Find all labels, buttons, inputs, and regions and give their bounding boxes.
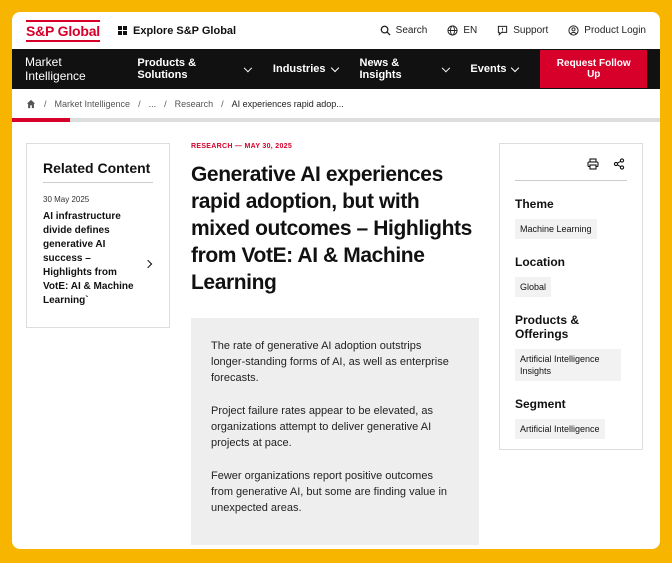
nav-industries[interactable] <box>273 63 338 75</box>
products-offerings-heading: Products & Offerings <box>515 313 580 341</box>
related-content-item[interactable] <box>43 195 153 308</box>
location-heading: Location <box>515 255 565 269</box>
breadcrumb-separator: / <box>138 98 141 109</box>
chevron-down-icon <box>244 63 252 71</box>
chevron-down-icon <box>442 63 450 71</box>
top-utility-bar <box>12 12 660 49</box>
breadcrumb-ellipsis[interactable]: ... <box>148 98 157 109</box>
browser-page <box>12 12 660 549</box>
product-login-link[interactable] <box>568 25 646 36</box>
page-content <box>12 122 660 545</box>
nav-item-label: Industries <box>272 63 326 75</box>
article-header <box>191 143 481 296</box>
theme-tag[interactable]: Machine Learning <box>515 219 597 239</box>
breadcrumb <box>12 89 660 118</box>
globe-icon <box>447 25 458 36</box>
nav-item-label: Events <box>470 63 507 75</box>
breadcrumb-research[interactable]: Research <box>174 98 214 109</box>
highlights-box <box>191 318 479 545</box>
article-actions <box>515 158 627 181</box>
support-label: Support <box>513 25 549 36</box>
request-follow-up-button[interactable]: Request Follow Up <box>540 50 647 88</box>
highlight-item: Project failure rates appear to be elevated, as organizations attempt to deliver generative AI projects at pace. <box>211 405 433 449</box>
highlight-item: The rate of generative AI adoption outstrips longer-standing forms of AI, as well as enterprise forecasts. <box>211 340 449 384</box>
article-metadata-panel <box>499 143 643 450</box>
utility-links <box>380 25 646 36</box>
main-navigation <box>12 49 660 89</box>
search-label: Search <box>395 25 428 36</box>
explore-menu-button[interactable] <box>118 25 236 37</box>
location-tag[interactable]: Global <box>515 277 551 297</box>
breadcrumb-current: AI experiences rapid adop... <box>231 98 344 109</box>
breadcrumb-separator: / <box>164 98 167 109</box>
search-icon <box>380 25 391 36</box>
home-icon[interactable] <box>26 99 36 109</box>
segment-tag[interactable]: Artificial Intelligence <box>515 419 605 439</box>
nav-item-label: News & Insights <box>359 57 402 81</box>
article-headline: Generative AI experiences rapid adoption, but with mixed outcomes – Highlights from VotE: AI & Machine Learning <box>191 163 472 294</box>
language-label: EN <box>463 25 478 36</box>
products-offerings-tag[interactable]: Artificial Intelligence Insights <box>515 349 621 381</box>
sp-global-logo[interactable]: S&P Global <box>26 20 100 42</box>
breadcrumb-market-intelligence[interactable]: Market Intelligence <box>54 98 131 109</box>
breadcrumb-separator: / <box>221 98 224 109</box>
chevron-down-icon <box>330 63 338 71</box>
support-link[interactable] <box>497 25 548 36</box>
nav-events[interactable] <box>470 63 518 75</box>
highlight-item: Fewer organizations report positive outcomes from generative AI, but some are finding value in unexpected areas. <box>211 470 448 514</box>
print-icon[interactable] <box>587 158 599 170</box>
grid-icon <box>118 26 127 35</box>
related-item-title: AI infrastructure divide defines generative AI success – Highlights from VotE: AI & Machine Learning` <box>43 211 134 306</box>
segment-heading: Segment <box>515 397 566 411</box>
related-item-date: 30 May 2025 <box>43 195 90 204</box>
share-icon[interactable] <box>613 158 625 170</box>
nav-item-label: Products & Solutions <box>137 57 197 81</box>
chat-icon <box>497 25 508 36</box>
chevron-down-icon <box>511 63 519 71</box>
theme-heading: Theme <box>515 197 554 211</box>
nav-news-insights[interactable] <box>360 57 449 81</box>
breadcrumb-separator: / <box>44 98 47 109</box>
article-kicker: RESEARCH — MAY 30, 2025 <box>191 143 293 150</box>
explore-label: Explore S&P Global <box>132 24 237 37</box>
product-login-label: Product Login <box>584 25 646 36</box>
user-icon <box>568 25 579 36</box>
language-button[interactable] <box>447 25 477 36</box>
related-content-panel <box>26 143 170 328</box>
market-intelligence-brand[interactable]: Market Intelligence <box>25 55 86 83</box>
nav-products-solutions[interactable] <box>137 57 251 81</box>
search-button[interactable] <box>380 25 428 36</box>
related-content-heading: Related Content <box>43 160 153 183</box>
